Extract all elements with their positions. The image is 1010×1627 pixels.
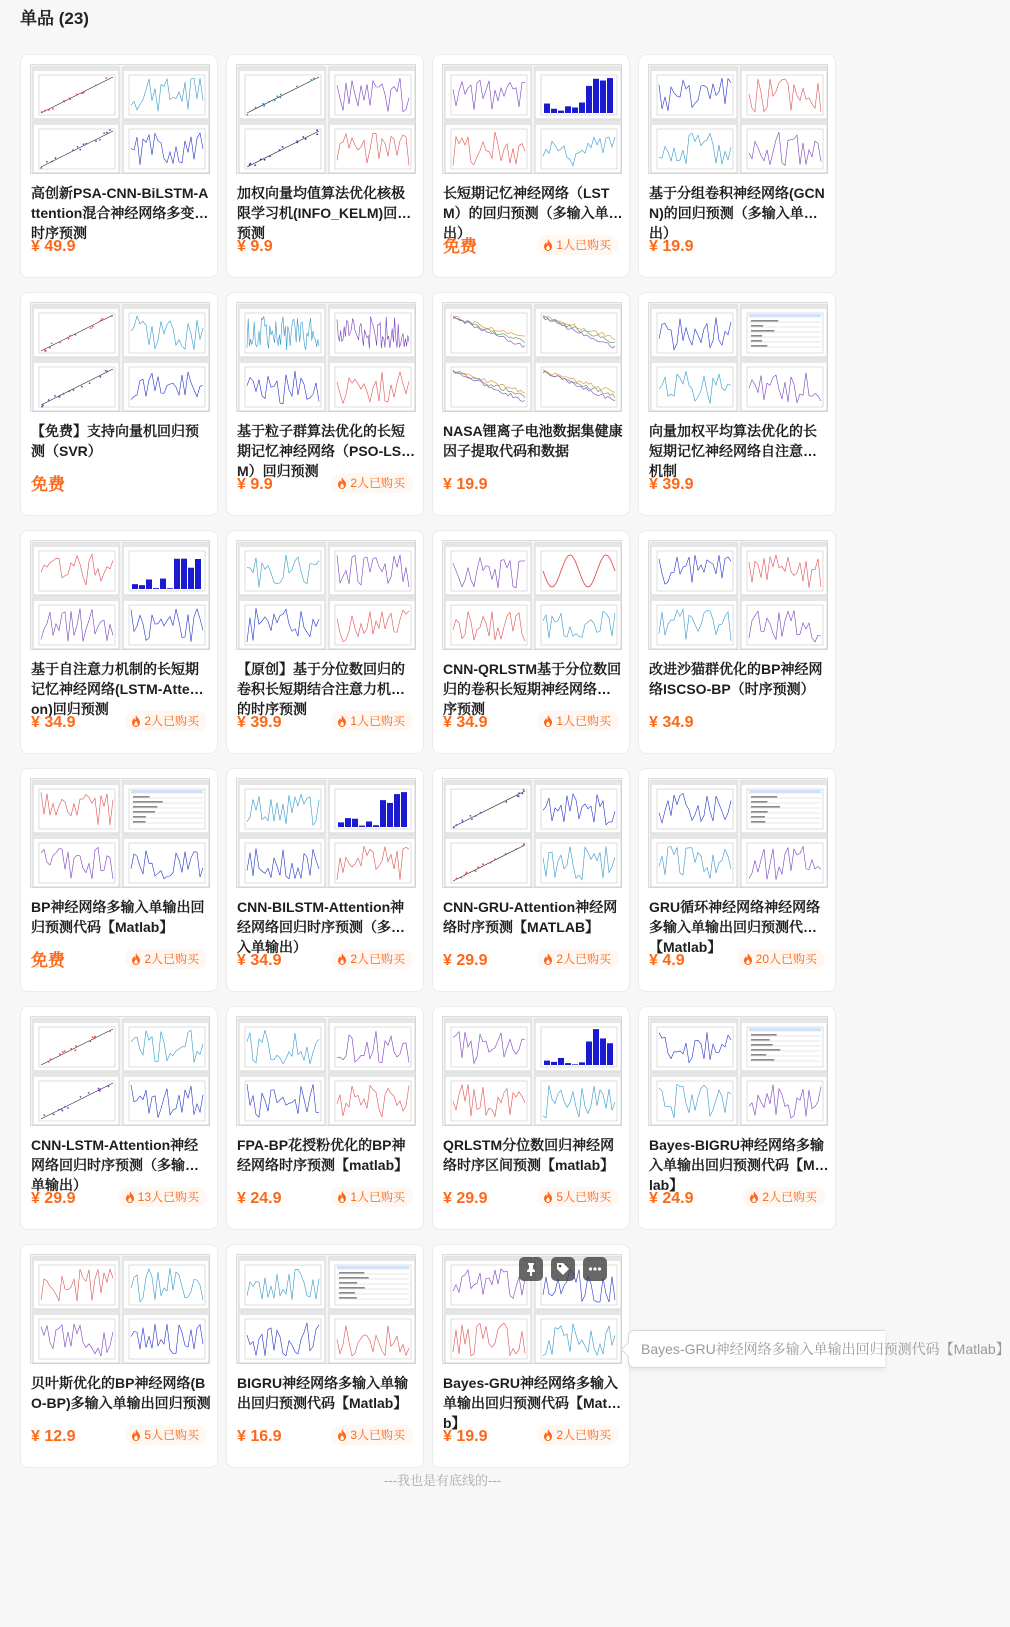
section-title: 单品 (23) [20,9,89,28]
title-tooltip: Bayes-GRU神经网络多输入单输出回归预测代码【Matlab】 [628,1330,885,1368]
product-card[interactable] [432,1244,630,1468]
fire-icon [131,1429,141,1441]
product-card[interactable] [20,1244,218,1468]
sold-count-text: 1人已购买 [556,238,611,252]
thumbnail-chart [443,541,623,651]
thumbnail-chart [443,779,623,889]
product-card[interactable] [20,54,218,278]
sold-count-badge [331,473,413,493]
thumbnail-chart [237,541,417,651]
thumbnail-chart [31,779,211,889]
fire-icon [543,1429,553,1441]
sold-count-text: 2人已购买 [556,952,611,966]
product-title[interactable]: NASA锂离子电池数据集健康因子提取代码和数据 [443,423,623,459]
product-title[interactable]: Bayes-BIGRU神经网络多输入单输出回归预测代码【Matlab】 [649,1137,828,1193]
product-price: ¥ 19.9 [443,476,488,493]
product-title[interactable]: CNN-BILSTM-Attention神经网络回归时序预测（多输入单输出） [237,899,405,955]
product-price: ¥ 39.9 [237,714,282,731]
product-card[interactable] [432,1006,630,1230]
sold-count-text: 2人已购买 [144,714,199,728]
product-title[interactable]: 基于粒子群算法优化的长短期记忆神经网络（PSO-LSTM）回归预测 [237,423,410,479]
product-title[interactable]: CNN-QRLSTM基于分位数回归的卷积长短期神经网络时序预测 [443,661,622,717]
thumbnail-chart [237,65,417,175]
product-card[interactable] [20,1006,218,1230]
sold-count-text: 20人已购买 [755,952,817,966]
thumbnail-chart [31,541,211,651]
product-title[interactable]: 改进沙猫群优化的BP神经网络ISCSO-BP（时序预测） [649,661,823,697]
product-price: 免费 [31,475,65,494]
fire-icon [337,1429,347,1441]
product-price: ¥ 34.9 [237,952,282,969]
product-thumbnail[interactable] [648,778,828,888]
sold-count-text: 2人已购买 [144,952,199,966]
product-price: ¥ 29.9 [443,952,488,969]
product-title[interactable]: 基于分组卷积神经网络(GCNN)的回归预测（多输入单输出） [649,185,825,241]
product-grid [20,54,860,1468]
thumbnail-chart [31,303,211,413]
product-thumbnail[interactable] [30,540,210,650]
product-thumbnail[interactable] [442,64,622,174]
product-thumbnail[interactable] [30,1016,210,1126]
product-thumbnail[interactable] [236,1016,416,1126]
thumbnail-chart [443,303,623,413]
product-card[interactable] [638,768,836,992]
thumbnail-chart [443,1017,623,1127]
product-title[interactable]: 长短期记忆神经网络（LSTM）的回归预测（多输入单输出） [443,185,623,241]
product-thumbnail[interactable] [648,540,828,650]
product-thumbnail[interactable] [648,1016,828,1126]
sold-count-text: 1人已购买 [350,1190,405,1204]
fire-icon [131,715,141,727]
product-card[interactable] [20,768,218,992]
product-thumbnail[interactable] [236,302,416,412]
product-card[interactable] [20,530,218,754]
fire-icon [543,1191,553,1203]
sold-count-badge [537,235,619,255]
tag-icon[interactable] [551,1257,575,1281]
product-price: ¥ 19.9 [443,1428,488,1445]
product-thumbnail[interactable] [236,1254,416,1364]
product-title[interactable]: FPA-BP花授粉优化的BP神经网络时序预测【matlab】 [237,1137,409,1173]
sold-count-badge [537,1187,619,1207]
product-thumbnail[interactable] [236,778,416,888]
product-thumbnail[interactable] [442,1016,622,1126]
fire-icon [543,715,553,727]
fire-icon [337,715,347,727]
thumbnail-chart [649,1017,829,1127]
product-title[interactable]: 高创新PSA-CNN-BiLSTM-Attention混合神经网络多变量时序预测 [31,185,209,241]
sold-count-text: 1人已购买 [556,714,611,728]
product-price: ¥ 19.9 [649,238,694,255]
product-thumbnail[interactable] [648,64,828,174]
product-card[interactable] [432,768,630,992]
product-thumbnail[interactable] [236,540,416,650]
sold-count-text: 3人已购买 [350,1428,405,1442]
product-title[interactable]: QRLSTM分位数回归神经网络时序区间预测【matlab】 [443,1137,615,1173]
sold-count-badge [125,949,207,969]
product-card[interactable] [638,54,836,278]
product-card[interactable] [226,292,424,516]
product-price: 免费 [31,951,65,970]
product-thumbnail[interactable] [30,778,210,888]
sold-count-badge [537,711,619,731]
product-price: ¥ 9.9 [237,476,273,493]
product-price: ¥ 34.9 [443,714,488,731]
product-title[interactable]: 加权向量均值算法优化核极限学习机(INFO_KELM)回归预测 [237,185,412,241]
product-price: ¥ 4.9 [649,952,685,969]
product-title[interactable]: 贝叶斯优化的BP神经网络(BO-BP)多输入单输出回归预测 [31,1375,211,1411]
fire-icon [131,953,141,965]
thumbnail-chart [31,1017,211,1127]
product-thumbnail[interactable] [442,778,622,888]
product-card[interactable] [638,292,836,516]
fire-icon [749,1191,759,1203]
sold-count-badge [119,1187,207,1207]
sold-count-badge [125,1425,207,1445]
product-title[interactable]: 【原创】基于分位数回归的卷积长短期结合注意力机制的时序预测 [237,661,405,717]
product-card[interactable] [226,530,424,754]
product-price: ¥ 29.9 [443,1190,488,1207]
product-title[interactable]: Bayes-GRU神经网络多输入单输出回归预测代码【Matlab】 [443,1375,619,1431]
fire-icon [125,1191,135,1203]
thumbnail-chart [649,541,829,651]
fire-icon [337,1191,347,1203]
sold-count-badge [537,1425,619,1445]
product-thumbnail[interactable] [30,1254,210,1364]
product-thumbnail[interactable] [30,64,210,174]
sold-count-badge [331,1187,413,1207]
product-thumbnail[interactable] [30,302,210,412]
sold-count-text: 2人已购买 [350,476,405,490]
product-card[interactable] [226,54,424,278]
product-card[interactable] [638,530,836,754]
product-title[interactable]: CNN-GRU-Attention神经网络时序预测【MATLAB】 [443,899,618,935]
product-thumbnail[interactable] [236,64,416,174]
product-title[interactable]: GRU循环神经网络神经网络多输入单输出回归预测代码【Matlab】 [649,899,821,955]
thumbnail-chart [31,65,211,175]
sold-count-text: 1人已购买 [350,714,405,728]
product-price: 免费 [443,237,477,256]
product-title[interactable]: BP神经网络多输入单输出回归预测代码【Matlab】 [31,899,205,935]
product-title[interactable]: BIGRU神经网络多输入单输出回归预测代码【Matlab】 [237,1375,409,1411]
sold-count-badge [125,711,207,731]
sold-count-text: 5人已购买 [556,1190,611,1204]
thumbnail-chart [237,1017,417,1127]
thumbnail-chart [237,1255,417,1365]
product-thumbnail[interactable] [442,540,622,650]
more-icon[interactable] [583,1257,607,1281]
product-card[interactable] [638,1006,836,1230]
product-card[interactable] [226,768,424,992]
product-card[interactable] [432,54,630,278]
fire-icon [543,953,553,965]
pin-icon[interactable] [519,1257,543,1281]
product-price: ¥ 29.9 [31,1190,76,1207]
product-card[interactable] [226,1244,424,1468]
thumbnail-chart [649,303,829,413]
product-price: ¥ 34.9 [649,714,694,731]
sold-count-badge [537,949,619,969]
sold-count-text: 5人已购买 [144,1428,199,1442]
product-price: ¥ 24.9 [649,1190,694,1207]
thumbnail-chart [31,1255,211,1365]
product-card[interactable] [432,292,630,516]
product-card[interactable] [20,292,218,516]
sold-count-badge [743,1187,825,1207]
sold-count-badge [331,1425,413,1445]
thumbnail-chart [237,303,417,413]
product-price: ¥ 9.9 [237,238,273,255]
product-price: ¥ 49.9 [31,238,76,255]
sold-count-badge [737,949,825,969]
sold-count-text: 2人已购买 [350,952,405,966]
product-price: ¥ 34.9 [31,714,76,731]
product-title[interactable]: 【免费】支持向量机回归预测（SVR） [31,423,199,459]
sold-count-badge [331,949,413,969]
product-thumbnail[interactable] [442,302,622,412]
thumbnail-chart [237,779,417,889]
fire-icon [743,953,753,965]
product-price: ¥ 39.9 [649,476,694,493]
sold-count-badge [331,711,413,731]
product-card[interactable] [432,530,630,754]
sold-count-text: 13人已购买 [137,1190,199,1204]
product-price: ¥ 16.9 [237,1428,282,1445]
product-thumbnail[interactable] [648,302,828,412]
product-title[interactable]: 向量加权平均算法优化的长短期记忆神经网络自注意力机制 [649,423,817,479]
end-of-list-text: ---我也是有底线的--- [384,1473,501,1488]
sold-count-text: 2人已购买 [556,1428,611,1442]
sold-count-text: 2人已购买 [762,1190,817,1204]
product-title[interactable]: CNN-LSTM-Attention神经网络回归时序预测（多输入单输出） [31,1137,199,1193]
product-card[interactable] [226,1006,424,1230]
product-title[interactable]: 基于自注意力机制的长短期记忆神经网络(LSTM-Attention)回归预测 [31,661,207,717]
thumbnail-chart [649,65,829,175]
product-price: ¥ 24.9 [237,1190,282,1207]
fire-icon [337,477,347,489]
thumbnail-chart [443,65,623,175]
fire-icon [543,239,553,251]
card-hover-toolbar [519,1257,607,1281]
fire-icon [337,953,347,965]
thumbnail-chart [649,779,829,889]
product-price: ¥ 12.9 [31,1428,76,1445]
